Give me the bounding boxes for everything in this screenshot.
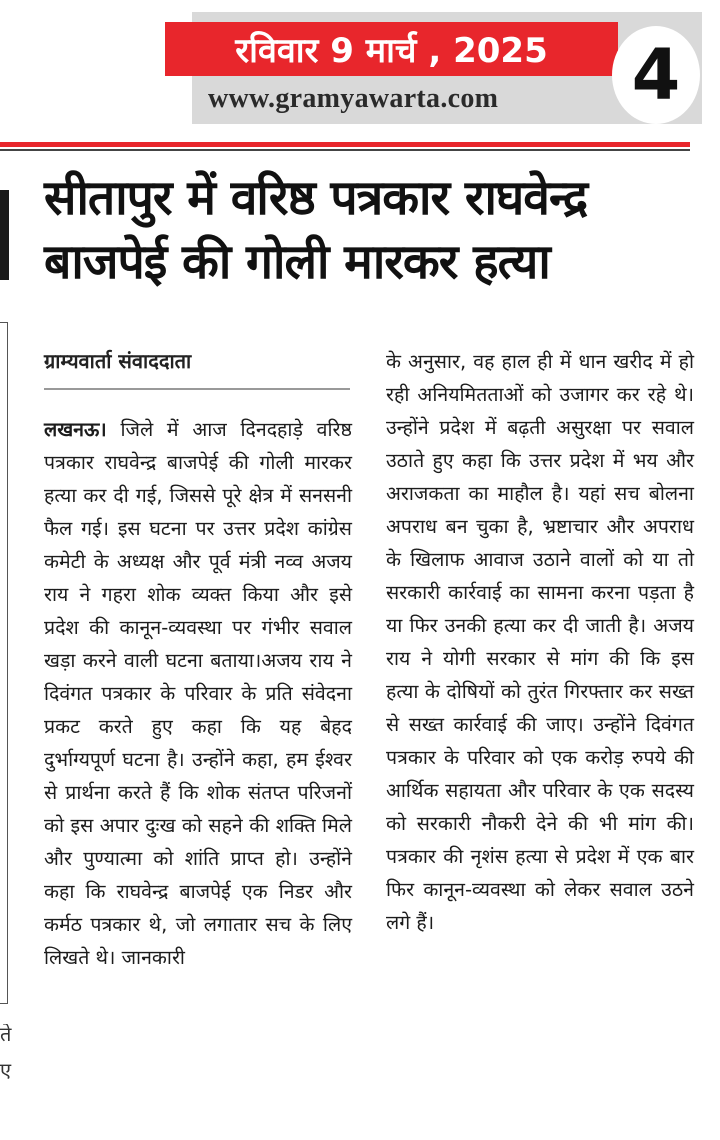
previous-headline-fragment	[0, 190, 9, 280]
article-body-column-right: के अनुसार, वह हाल ही में धान खरीद में हो रही अनियमितताओं को उजागर कर रहे थे। उन्होंने प्रदेश में बढ़ती असुरक्षा पर सवाल उठाते हुए कहा कि उत्तर प्रदेश में भय और अराजकता का माहौल है। यहां सच बोलना अपराध बन चुका है, भ्रष्टाचार और अपराध के खिलाफ आवाज उठाने वालों को या तो सरकारी कार्रवाई का सामना करना पड़ता है या फिर उनकी हत्या कर दी जाती है। अजय राय ने योगी सरकार से मांग की कि इस हत्या के दोषियों को तुरंत गिरफ्तार कर सख्त से सख्त कार्रवाई की जाए। उन्होंने दिवंगत पत्रकार के परिवार को एक करोड़ रुपये की आर्थिक सहायता और परिवार के एक सदस्य को सरकारी नौकरी देने की भी मांग की।पत्रकार की नृशंस हत्या से प्रदेश में एक बार फिर कानून-व्यवस्था को लेकर सवाल उठने लगे हैं।	[386, 350, 694, 934]
header-rule-red	[0, 142, 690, 147]
issue-date: रविवार 9 मार्च , 2025	[235, 31, 548, 71]
date-banner	[165, 22, 618, 76]
article-body-left-text: जिले में आज दिनदहाड़े वरिष्ठ पत्रकार राघवेन्द्र बाजपेई की गोली मारकर हत्या कर दी गई, जिससे पूरे क्षेत्र में सनसनी फैल गई। इस घटना पर उत्तर प्रदेश कांग्रेस कमेटी के अध्यक्ष और पूर्व मंत्री नव्व अजय राय ने गहरा शोक व्यक्त किया और इसे प्रदेश की कानून-व्यवस्था पर गंभीर सवाल खड़ा करने वाली घटना बताया।अजय राय ने दिवंगत पत्रकार के परिवार के प्रति संवेदना प्रकट करते हुए कहा कि यह बेहद दुर्भाग्यपूर्ण घटना है। उन्होंने कहा, हम ईश्वर से प्रार्थना करते हैं कि शोक संतप्त परिजनों को इस अपार दुःख को सहने की शक्ति मिले और पुण्यात्मा को शांति प्राप्त हो। उन्होंने कहा कि राघवेन्द्र बाजपेई एक निडर और कर्मठ पत्रकार थे, जो लगातार सच के लिए लिखते थे। जानकारी	[44, 418, 352, 969]
article-byline: ग्राम्यवार्ता संवाददाता	[44, 349, 192, 373]
previous-article-box	[0, 322, 8, 1004]
header-rule-dark	[0, 149, 690, 151]
article-body-column-left	[44, 413, 352, 974]
byline-divider	[44, 388, 350, 390]
article-headline: सीतापुर में वरिष्ठ पत्रकार राघवेन्द्र बाजपेई की गोली मारकर हत्या	[44, 170, 588, 290]
article-dateline: लखनऊ।	[44, 418, 107, 441]
previous-article-text-fragment: ए	[0, 1060, 12, 1080]
page-number: 4	[612, 26, 700, 124]
website-url: www.gramyawarta.com	[208, 83, 499, 114]
previous-article-text-fragment: ते	[0, 1024, 12, 1044]
